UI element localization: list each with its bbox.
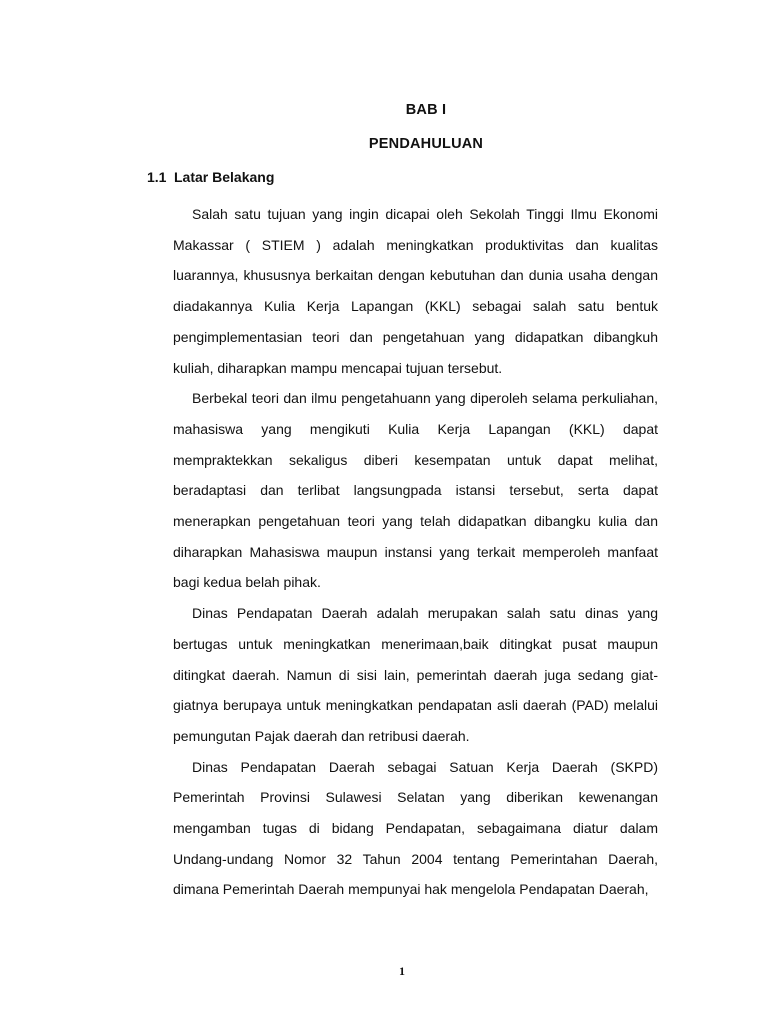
chapter-title: PENDAHULUAN <box>368 136 484 152</box>
chapter-label: BAB I <box>405 102 447 118</box>
section-heading <box>147 169 274 185</box>
paragraph-1: Salah satu tujuan yang ingin dicapai oleh Sekolah Tinggi Ilmu Ekonomi Makassar ( STIEM ) adalah meningkatkan produktivitas dan kualitas luarannya, khususnya berkaitan dengan kebutuhan dan dunia usaha dengan diadakannya Kulia Kerja Lapangan (KKL) sebagai salah satu bentuk pengimplementasian teori dan pengetahuan yang didapatkan dibangkuh kuliah, diharapkan mampu mencapai tujuan tersebut. <box>173 206 658 376</box>
section-number: 1.1 <box>147 169 167 185</box>
section-title: Latar Belakang <box>174 169 275 185</box>
paragraph-4: Dinas Pendapatan Daerah sebagai Satuan Kerja Daerah (SKPD) Pemerintah Provinsi Sulawesi Selatan yang diberikan kewenangan mengamban tugas di bidang Pendapatan, sebagaimana diatur dalam Undang-undang Nomor 32 Tahun 2004 tentang Pemerintahan Daerah, dimana Pemerintah Daerah mempunyai hak mengelola Pendapatan Daerah, <box>173 758 658 898</box>
page-number: 1 <box>399 964 405 978</box>
body-text <box>173 199 658 905</box>
paragraph-3: Dinas Pendapatan Daerah adalah merupakan salah satu dinas yang bertugas untuk meningkatkan menerimaan,baik ditingkat pusat maupun ditingkat daerah. Namun di sisi lain, pemerintah daerah juga sedang giat-giatnya berupaya untuk meningkatkan pendapatan asli daerah (PAD) melalui pemungutan Pajak daerah dan retribusi daerah. <box>173 605 658 744</box>
paragraph-2: Berbekal teori dan ilmu pengetahuann yang diperoleh selama perkuliahan, mahasiswa yang mengikuti Kulia Kerja Lapangan (KKL) dapat mempraktekkan sekaligus diberi kesempatan untuk dapat melihat, beradaptasi dan terlibat langsungpada istansi tersebut, serta dapat menerapkan pengetahuan teori yang telah didapatkan dibangku kulia dan diharapkan Mahasiswa maupun instansi yang terkait memperoleh manfaat bagi kedua belah pihak. <box>173 390 658 591</box>
